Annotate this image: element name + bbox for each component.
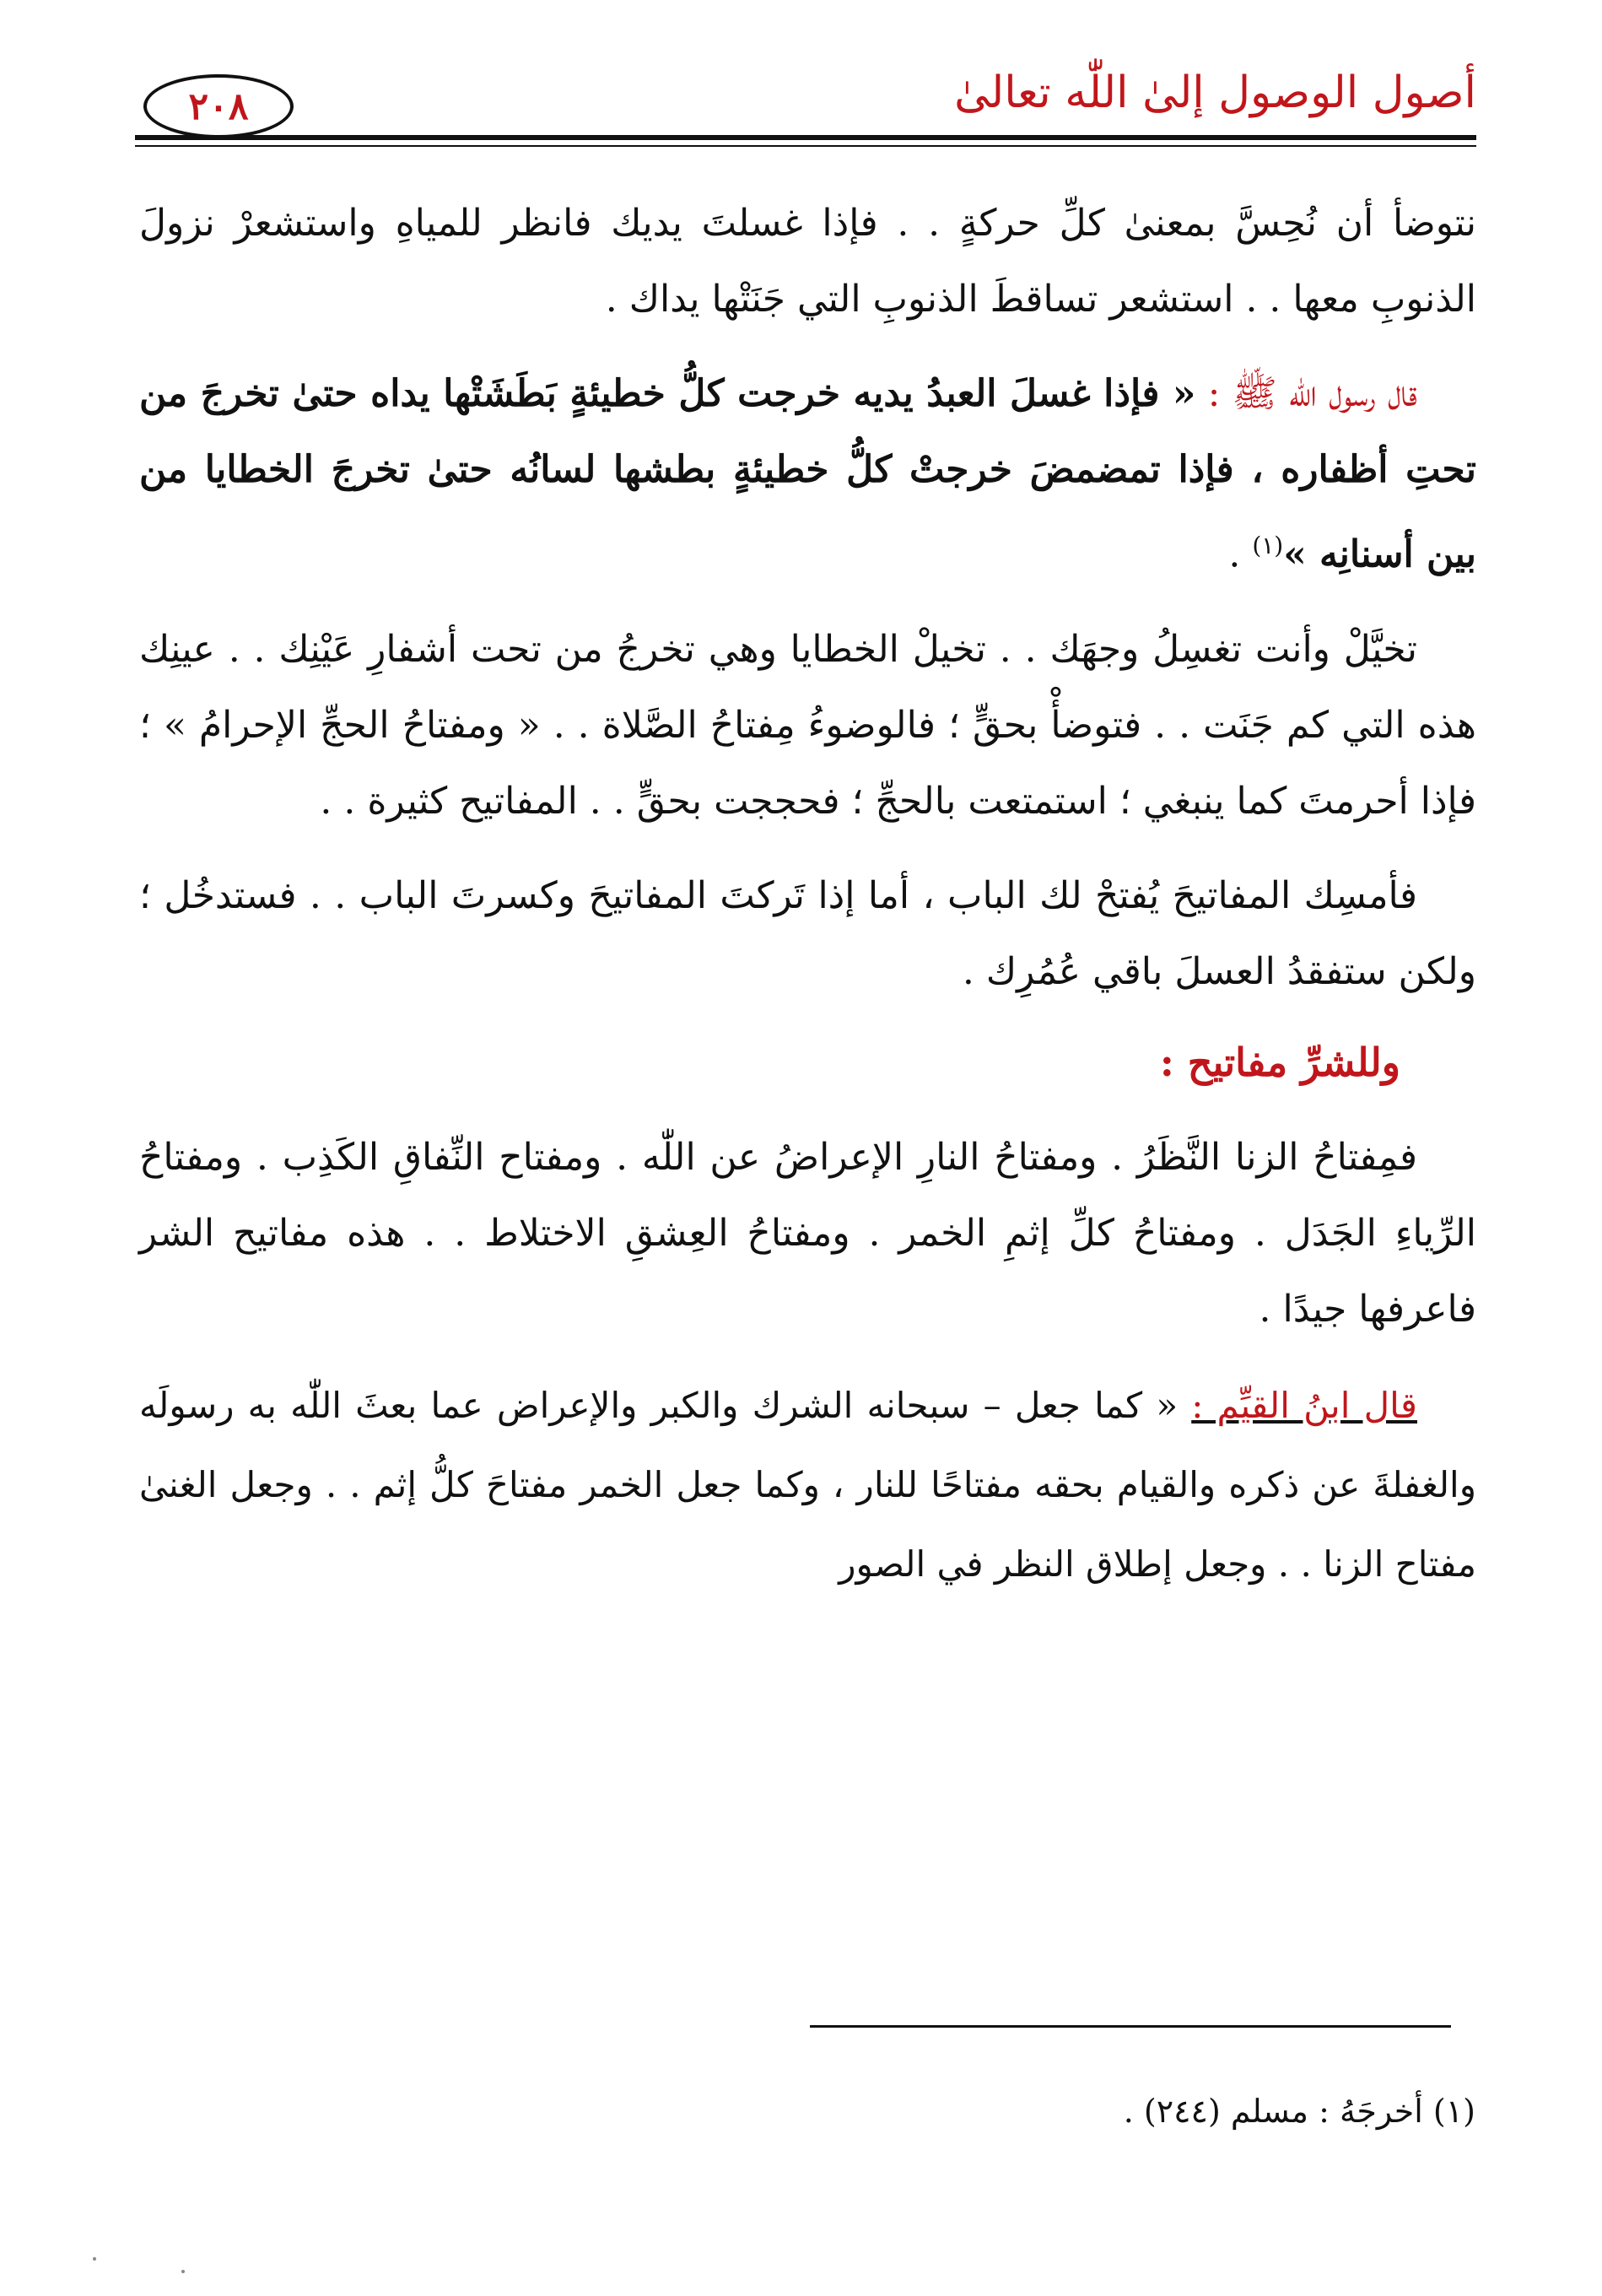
footnote: (١) أخرجَهُ : مسلم (٢٤٤) . [1123,2093,1475,2130]
section-heading: وللشرِّ مفاتيح : [1159,1039,1400,1085]
hadith-intro: قال رسول اللّٰه ﷺ : [1207,372,1417,415]
footnote-rule [810,2025,1451,2028]
main-text [139,186,1476,1604]
header-rule-thick [135,135,1476,140]
footnote-marker: (١) [1252,532,1284,559]
page-number: ٢٠٨ [143,74,294,138]
paragraph-imagine: تخيَّلْ وأنت تغسِلُ وجهَك . . تخيلْ الخطايا وهي تخرجُ من تحت أشفارِ عَيْنِك . . عينِك هذه التي كم جَنَت . . فتوضأْ بحقٍّ ؛ فالوضوءُ مِفتاحُ الصَّلاة . . « ومفتاحُ الحجِّ الإحرامُ » ؛ فإذا أحرمتَ كما ينبغي ؛ استمتعت بالحجِّ ؛ فحججت بحقٍّ . . المفاتيح كثيرة . . [139,627,1476,823]
scan-speck [181,2270,185,2273]
paragraph-wudu: نتوضأ أن نُحِسَّ بمعنىٰ كلِّ حركةٍ . . فإذا غسلتَ يديك فانظر للمياهِ واستشعرْ نزولَ الذنوبِ معها . . استشعر تساقطَ الذنوبِ التي جَنَتْها يداك . [139,202,1476,321]
paragraph-keys: فأمسِك المفاتيحَ يُفتحْ لك الباب ، أما إذا تَركتَ المفاتيحَ وكسرتَ الباب . . فستدخُل ؛ ولكن ستفقدُ العسلَ باقي عُمُرِك . [139,873,1476,993]
hadith-end: . [1228,532,1253,576]
quote-text: « كما جعل – سبحانه الشرك والكبر والإعراض عما بعثَ اللّٰه به رسولَه والغفلةَ عن ذكره والقيام بحقه مفتاحًا للنار ، وكما جعل الخمر مفتاحَ كلُّ إثم . . وجعل الغنىٰ مفتاح الزنا . . وجعل إطلاق النظر في الصور [139,1384,1476,1585]
running-title: أصول الوصول إلىٰ اللّٰه تعالىٰ [954,68,1476,118]
paragraph-ibn-qayyim [139,1366,1476,1604]
scan-speck [93,2257,96,2261]
paragraph-evil-keys: فمِفتاحُ الزنا النَّظَرُ . ومفتاحُ النارِ الإعراضُ عن اللّٰه . ومفتاح النِّفاقِ الكَذِب . ومفتاحُ الرِّياءِ الجَدَل . ومفتاحُ كلِّ إثمِ الخمر . ومفتاحُ العِشقِ الاختلاط . . هذه مفاتيح الشر فاعرفها جيدًا . [139,1135,1476,1331]
paragraph-hadith [139,356,1476,593]
quote-intro: قال ابنُ القيِّم : [1191,1384,1417,1426]
header-rule-thin [135,145,1476,147]
hadith-text: « فإذا غسلَ العبدُ يديه خرجت كلُّ خطيئةٍ بَطَشَتْها يداه حتىٰ تخرجَ من تحتِ أظفاره ، فإذا تمضمضَ خرجتْ كلُّ خطيئةٍ بطشها لسانُه حتىٰ تخرجَ الخطايا من بين أسنانِه » [139,372,1476,576]
